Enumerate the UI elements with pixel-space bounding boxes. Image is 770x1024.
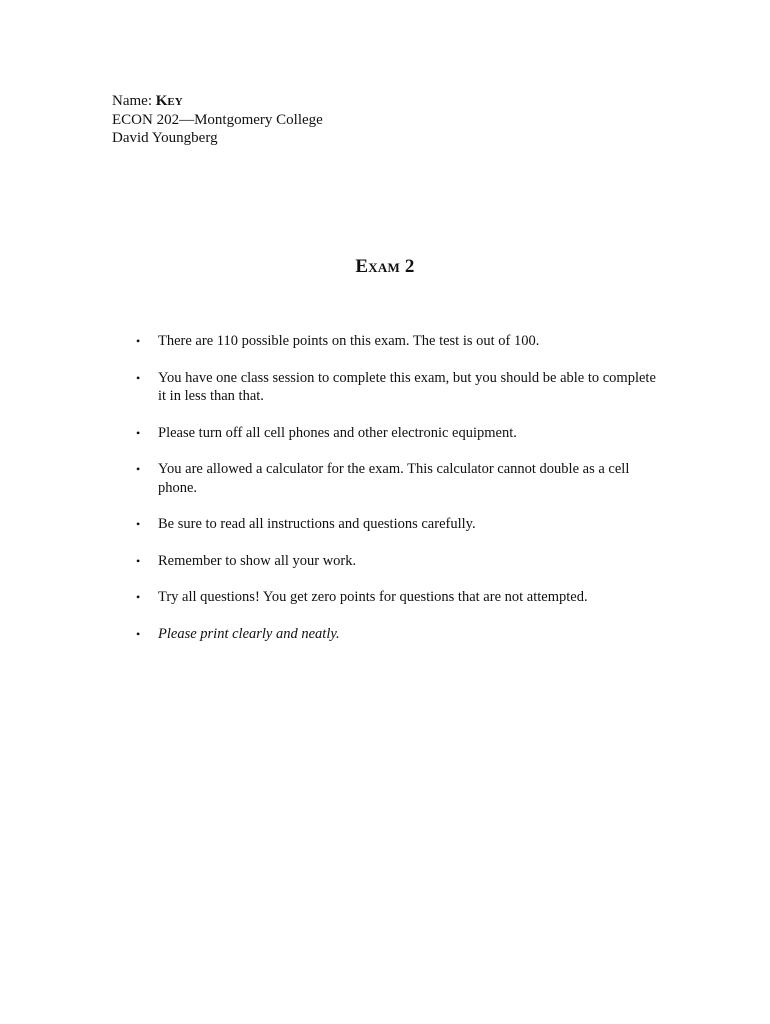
instruction-text: Please turn off all cell phones and other electronic equipment. [158,424,517,441]
instruction-text: Try all questions! You get zero points for questions that are not attempted. [158,589,588,605]
bullet-icon: • [136,425,141,440]
bullet-icon: • [136,462,141,476]
bullet-icon: • [136,517,141,531]
instruction-item [136,515,666,534]
instruction-item [136,424,666,443]
bullet-icon: • [136,334,141,348]
instruction-text: Please print clearly and neatly. [158,625,340,642]
instruction-text: You have one class session to complete this exam, but you should be able to complete it in less than that. [158,369,656,404]
instruction-item [136,588,666,607]
instruction-item [136,332,666,351]
instruction-text: There are 110 possible points on this exam. The test is out of 100. [158,333,540,349]
bullet-icon: • [136,370,141,385]
instruction-text: You are allowed a calculator for the exam. This calculator cannot double as a cell phone. [158,461,630,496]
course-line: ECON 202—Montgomery College [112,111,323,128]
bullet-icon: • [136,626,141,641]
instruction-item [136,625,666,644]
instruction-text: Remember to show all your work. [158,552,357,569]
instruction-list [136,332,666,661]
instruction-text: Be sure to read all instructions and questions carefully. [158,516,476,532]
instruction-item [136,460,666,497]
bullet-icon: • [136,553,141,568]
name-label: Name: [112,93,156,109]
instruction-item [136,369,666,406]
name-line [112,92,323,111]
instruction-item [136,552,666,571]
name-value: Key [155,93,183,109]
instructor-line: David Youngberg [112,130,218,146]
bullet-icon: • [136,590,141,604]
exam-title: Exam 2 [355,256,415,277]
header-block [112,92,323,148]
